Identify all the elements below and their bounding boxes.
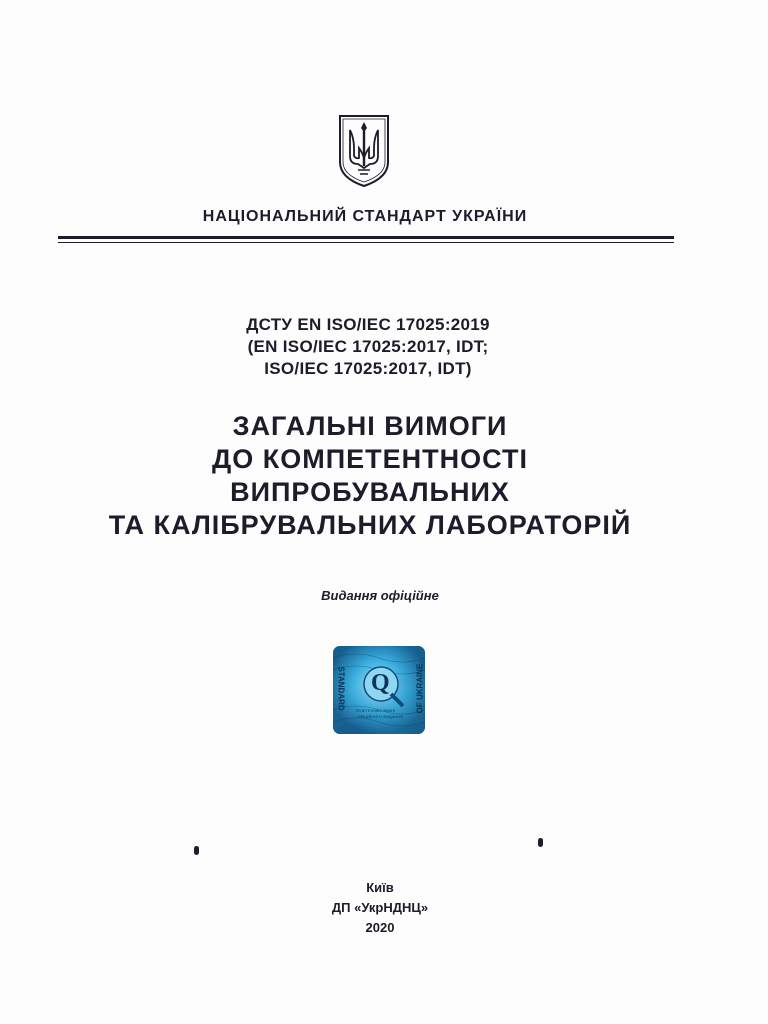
- hologram-small-text: ТЕЛЕТЕХНІКУ ЯВАНІ: [355, 708, 396, 713]
- imprint-year: 2020: [365, 920, 395, 935]
- designation-line: (EN ISO/IEC 17025:2017, IDT;: [247, 337, 489, 356]
- title-line: ВИПРОБУВАЛЬНИХ: [230, 477, 510, 507]
- title-line: ТА КАЛІБРУВАЛЬНИХ ЛАБОРАТОРІЙ: [108, 510, 632, 540]
- standard-designation: [0, 314, 736, 380]
- imprint-city: Київ: [366, 880, 394, 895]
- title-line: ДО КОМПЕТЕНТНОСТІ: [212, 444, 528, 474]
- imprint-publisher: ДП «УкрНДНЦ»: [331, 900, 429, 915]
- designation-line: ДСТУ EN ISO/IEC 17025:2019: [246, 315, 490, 334]
- document-title: [0, 410, 740, 542]
- header-rule-thin: [58, 242, 674, 243]
- binding-mark: [538, 838, 543, 847]
- trident-coat-of-arms-icon: [336, 112, 392, 188]
- title-line: ЗАГАЛЬНІ ВИМОГИ: [232, 411, 508, 441]
- header-rule-thick: [58, 236, 674, 239]
- national-standard-heading: НАЦІОНАЛЬНИЙ СТАНДАРТ УКРАЇНИ: [202, 208, 528, 225]
- designation-line: ISO/IEC 17025:2017, IDT): [264, 359, 472, 378]
- hologram-q-letter: Q: [371, 670, 390, 696]
- binding-mark: [194, 846, 199, 855]
- hologram-small-text: ОФІЦІЙНОГО ВИДАННЯ: [357, 714, 403, 719]
- publication-imprint: [0, 878, 760, 938]
- hologram-right-text: OF UKRAINE: [415, 663, 425, 714]
- hologram-sticker: [333, 646, 425, 734]
- edition-label: Видання офіційне: [321, 588, 439, 603]
- hologram-left-text: STANDARD: [336, 666, 346, 711]
